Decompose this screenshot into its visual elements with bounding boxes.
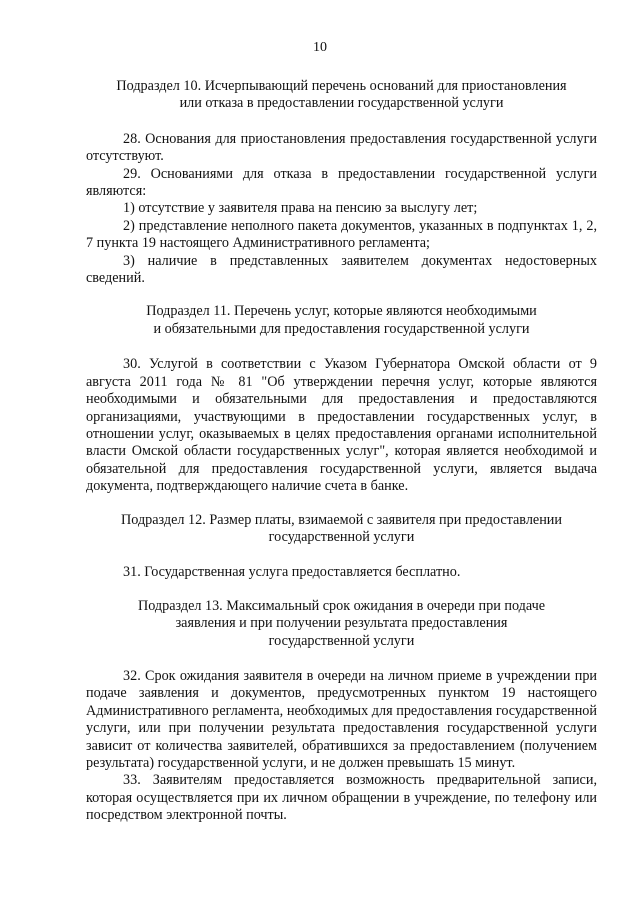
heading-line: государственной услуги (268, 632, 415, 649)
heading-line: Подраздел 12. Размер платы, взимаемой с заявителя при предоставлении (121, 511, 562, 528)
page-content (86, 78, 597, 825)
list-item-1: 1) отсутствие у заявителя права на пенсию за выслугу лет; (123, 200, 478, 217)
subsection-10-heading (86, 78, 597, 113)
paragraph-28: 28. Основания для приостановления предоставления государственной услуги отсутствуют. (86, 130, 597, 165)
heading-line: и обязательными для предоставления государственной услуги (153, 320, 530, 337)
heading-line: государственной услуги (268, 528, 415, 545)
heading-line: или отказа в предоставлении государственной услуги (179, 95, 504, 112)
paragraph-29: 29. Основаниями для отказа в предоставлении государственной услуги являются: (86, 165, 597, 200)
heading-line: Подраздел 11. Перечень услуг, которые являются необходимыми (146, 303, 537, 320)
paragraph-31: 31. Государственная услуга предоставляется бесплатно. (123, 564, 461, 581)
subsection-12-heading (86, 512, 597, 547)
subsection-11-heading (86, 303, 597, 338)
heading-line: Подраздел 13. Максимальный срок ожидания в очереди при подаче (137, 597, 546, 614)
paragraph-32: 32. Срок ожидания заявителя в очереди на личном приеме в учреждении при подаче заявления и документов, предусмотренных пунктом 19 настоящего Административного регламента, необходимых для предоставления государственной услуги, или при получении результата предоставления государственной услуги зависит от количества заявителей, обратившихся за предоставлением (получением результата) государственной услуги, и не должен превышать 15 минут. (86, 667, 597, 771)
page-number: 10 (313, 40, 327, 55)
subsection-13-heading (86, 598, 597, 650)
paragraph-33: 33. Заявителям предоставляется возможность предварительной записи, которая осуществляется при их личном обращении в учреждение, по телефону или посредством электронной почты. (86, 772, 597, 824)
list-item-3: 3) наличие в представленных заявителем документах недостоверных сведений. (86, 252, 597, 287)
heading-line: заявления и при получении результата предоставления (175, 615, 508, 632)
list-item-2: 2) представление неполного пакета документов, указанных в подпунктах 1, 2, 7 пункта 19 настоящего Административного регламента; (86, 217, 597, 252)
paragraph-30: 30. Услугой в соответствии с Указом Губернатора Омской области от 9 августа 2011 года № 81 "Об утверждении перечня услуг, которые являются необходимыми и обязательными для предоставления и предоставляются организациями, участвующими в предоставлении государственных услуг, в отношении услуг, оказываемых в целях предоставления органами исполнительной власти Омской области государственных услуг", которая является необходимой и обязательной для предоставления государственной услуги, является выдача документа, подтверждающего наличие счета в банке. (86, 356, 597, 495)
heading-line: Подраздел 10. Исчерпывающий перечень оснований для приостановления (116, 78, 567, 94)
